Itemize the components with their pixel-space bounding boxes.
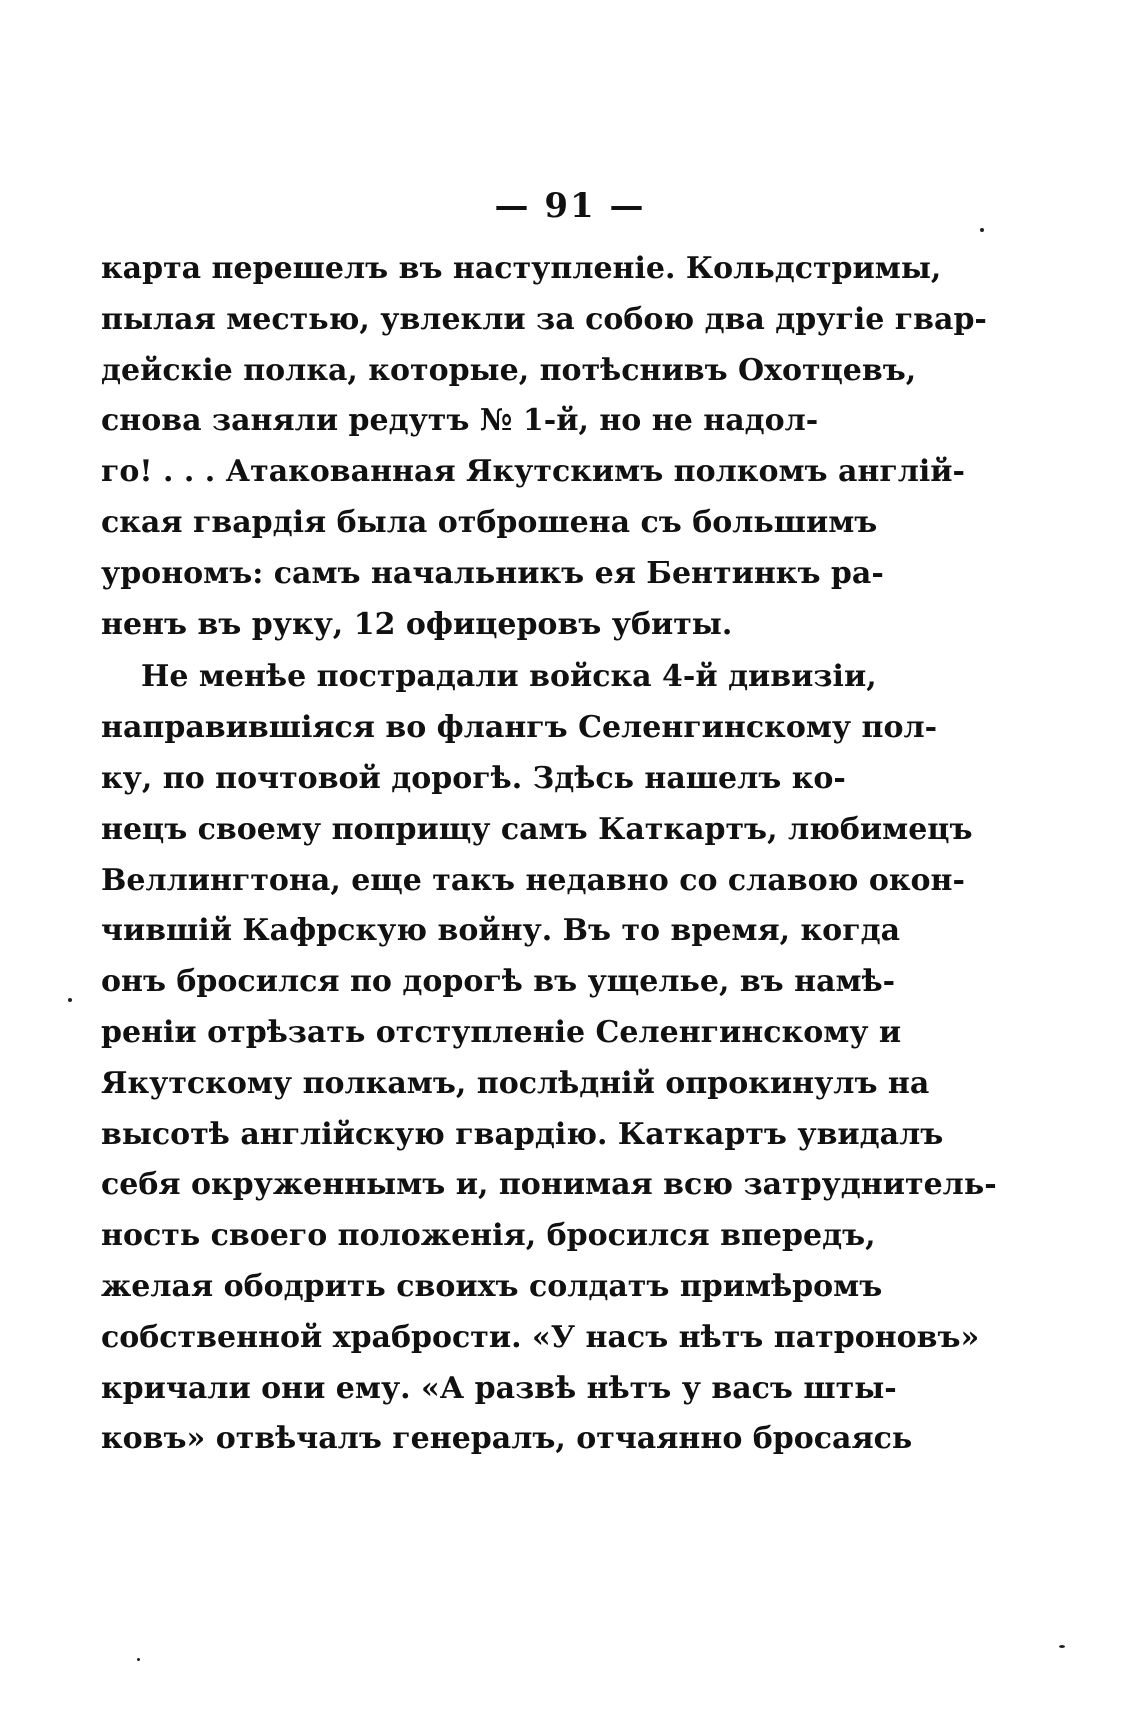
- text-line: кричали они ему. «А развѣ нѣтъ у васъ шты-: [101, 1370, 897, 1406]
- text-line: ненъ въ руку, 12 офицеровъ убиты.: [101, 606, 733, 642]
- text-line: нецъ своему поприщу самъ Каткартъ, любимецъ: [101, 811, 973, 847]
- text-line: го! . . . Атакованная Якутскимъ полкомъ англій-: [101, 454, 966, 490]
- text-line: направившіяся во флангъ Селенгинскому пол-: [101, 710, 938, 746]
- scan-speck: [137, 1658, 140, 1661]
- text-line: ность своего положенія, бросился впередъ,: [101, 1218, 876, 1254]
- text-line: Веллингтона, еще такъ недавно со славою окон-: [101, 862, 965, 898]
- text-line: желая ободрить своихъ солдатъ примѣромъ: [101, 1268, 883, 1304]
- text-line: урономъ: самъ начальникъ ея Бентинкъ ра-: [101, 555, 884, 591]
- paragraph-2: [101, 652, 997, 1465]
- text-line: высотѣ англійскую гвардію. Каткартъ увидалъ: [101, 1116, 944, 1152]
- text-line: себя окруженнымъ и, понимая всю затруднитель-: [101, 1167, 997, 1203]
- text-line: ковъ» отвѣчалъ генералъ, отчаянно бросаясь: [101, 1421, 913, 1457]
- text-line: пылая местью, увлекли за собою два другіе гвар-: [101, 301, 987, 337]
- paragraph-1: [101, 244, 987, 650]
- text-line: ская гвардія была отброшена съ большимъ: [101, 504, 878, 540]
- text-line: собственной храбрости. «У насъ нѣтъ патроновъ»: [101, 1319, 980, 1355]
- text-line: онъ бросился по дорогѣ въ ущелье, въ намѣ-: [101, 964, 896, 1000]
- text-line: снова заняли редутъ № 1-й, но не надол-: [101, 403, 819, 439]
- body-text: [101, 244, 997, 1465]
- text-line: ку, по почтовой дорогѣ. Здѣсь нашелъ ко-: [101, 760, 846, 796]
- text-line: Не менѣе пострадали войска 4-й дивизіи,: [141, 659, 877, 695]
- scan-speck: [1059, 1645, 1065, 1648]
- text-line: дейскіе полка, которые, потѣснивъ Охотцевъ,: [101, 352, 917, 388]
- text-line: чившій Кафрскую войну. Въ то время, когда: [101, 913, 901, 949]
- page-number: — 91 —: [494, 186, 646, 226]
- scan-speck: [68, 998, 72, 1002]
- text-line: Якутскому полкамъ, послѣдній опрокинулъ на: [101, 1065, 930, 1101]
- text-line: карта перешелъ въ наступленіе. Кольдстримы,: [101, 251, 942, 286]
- text-line: реніи отрѣзать отступленіе Селенгинскому и: [101, 1014, 902, 1050]
- scan-speck: [980, 228, 984, 232]
